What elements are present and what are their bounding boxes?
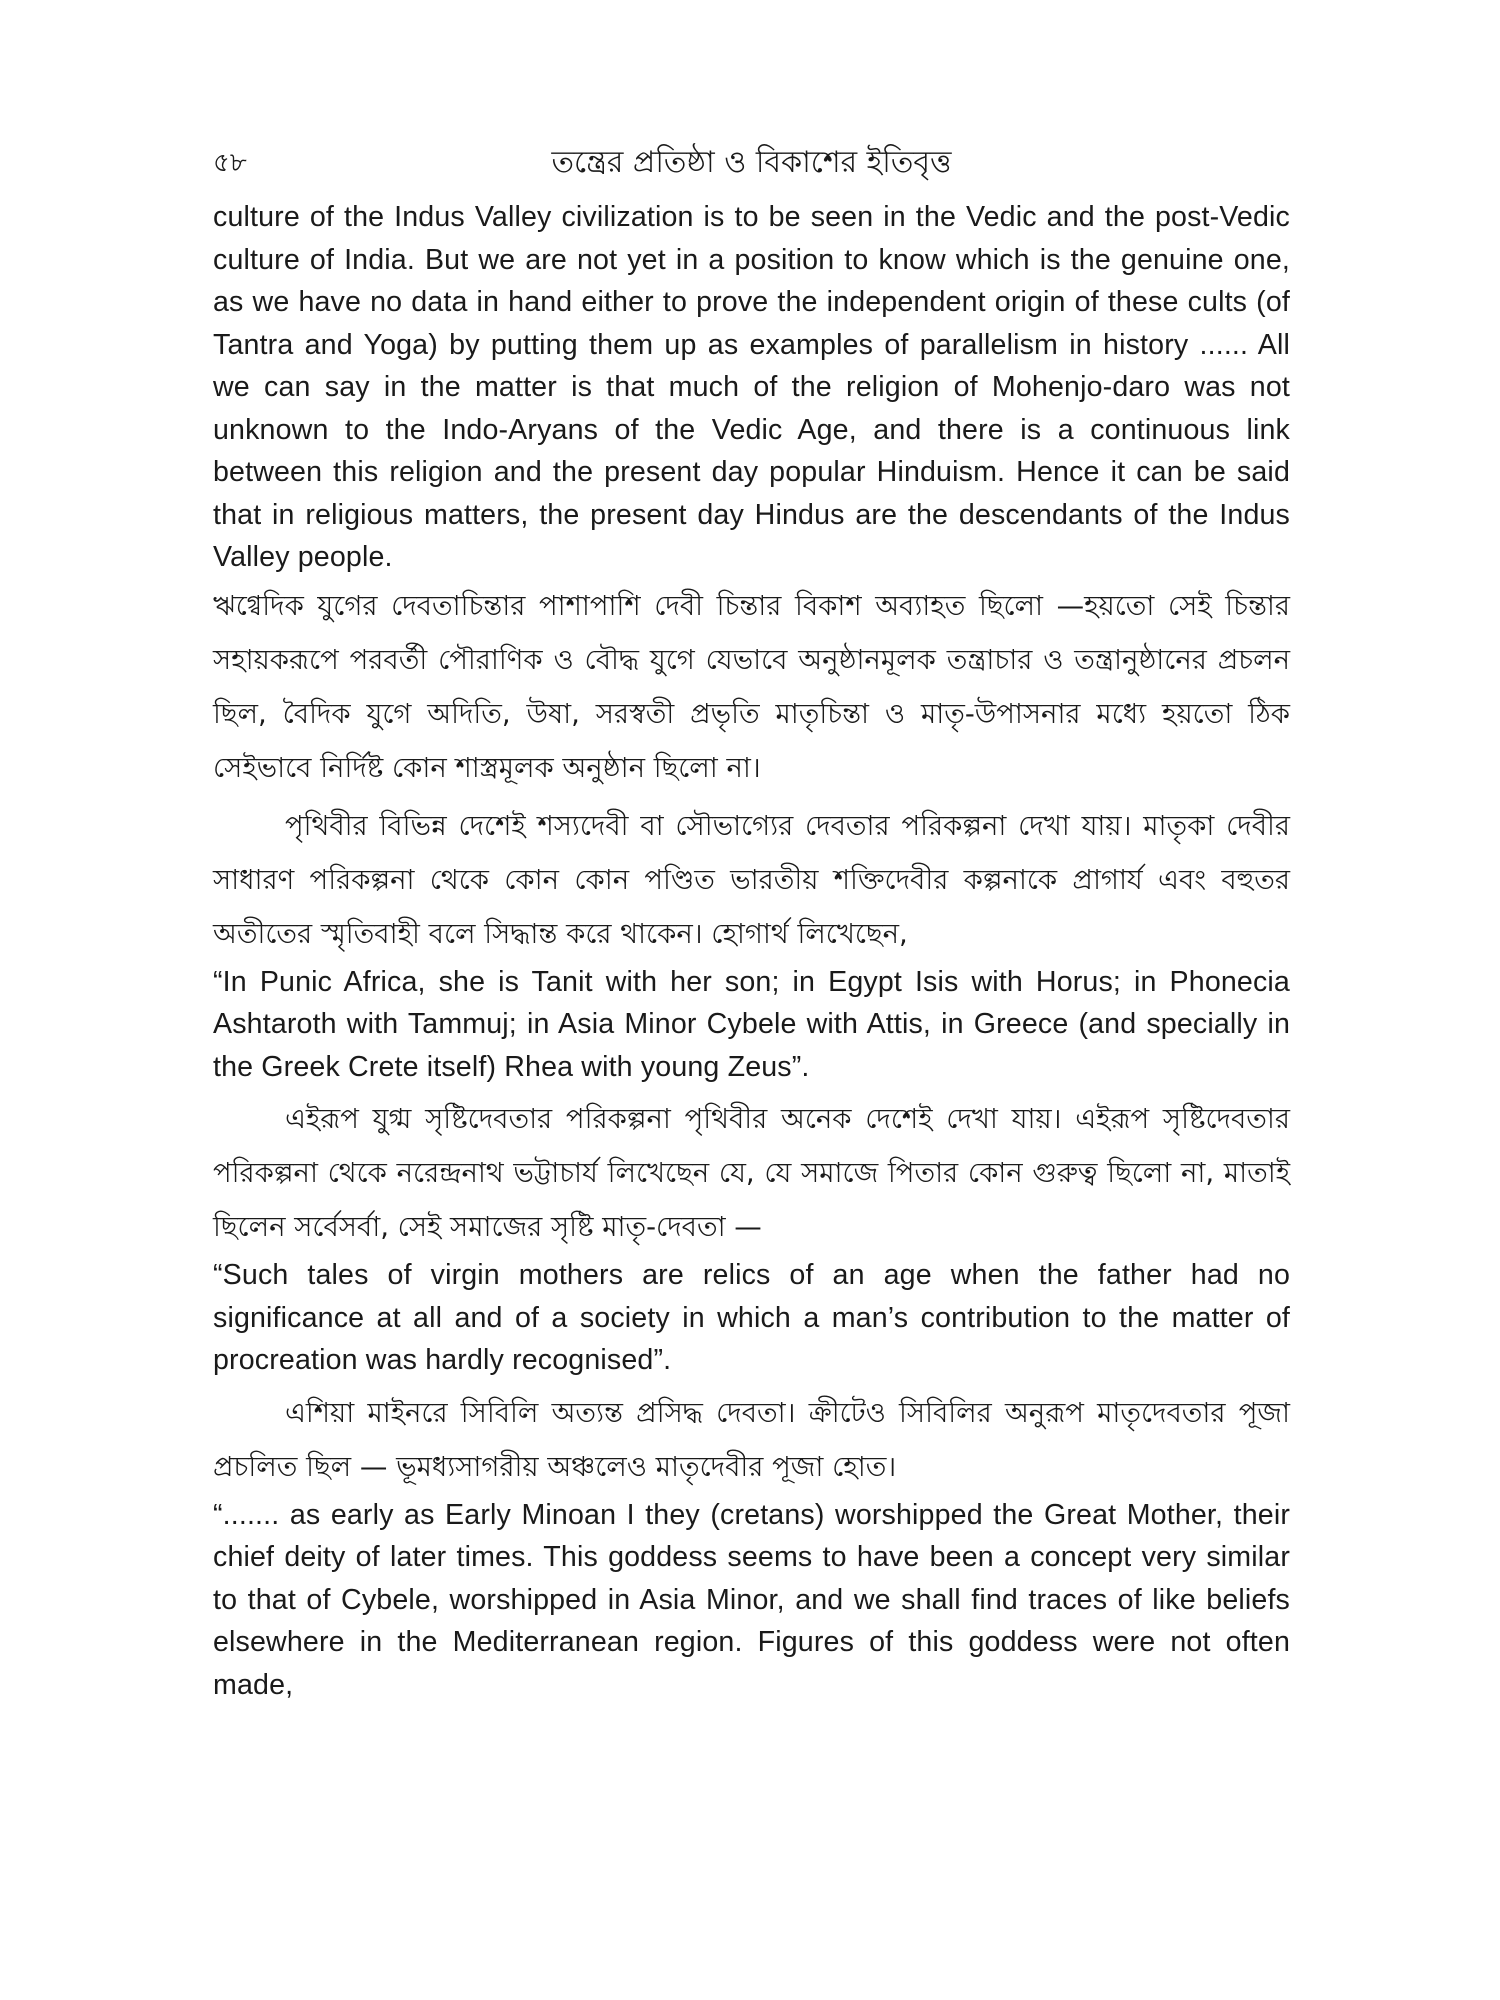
book-page — [213, 130, 1290, 1706]
paragraph-1-bengali: ঋগ্বেদিক যুগের দেবতাচিন্তার পাশাপাশি দেবী চিন্তার বিকাশ অব্যাহত ছিলো —হয়তো সেই চিন্তার সহায়করূপে পরবর্তী পৌরাণিক ও বৌদ্ধ যুগে যেভাবে অনুষ্ঠানমূলক তন্ত্রাচার ও তন্ত্রানুষ্ঠানের প্রচলন ছিল, বৈদিক যুগে অদিতি, উষা, সরস্বতী প্রভৃতি মাতৃচিন্তা ও মাতৃ-উপাসনার মধ্যে হয়তো ঠিক সেইভাবে নির্দিষ্ট কোন শাস্ত্রমূলক অনুষ্ঠান ছিলো না। — [213, 589, 1290, 784]
page-header — [213, 130, 1290, 182]
paragraph-1-english: culture of the Indus Valley civilization is to be seen in the Vedic and the post-Vedic culture of India. But we are not yet in a position to know which is the genuine one, as we have no data in hand either to prove the independent origin of these cults (of Tantra and Yoga) by putting them up as examples of parallelism in history ...... All we can say in the matter is that much of the religion of Mohenjo-daro was not unknown to the Indo-Aryans of the Vedic Age, and there is a continuous link between this religion and the present day popular Hinduism. Hence it can be said that in religious matters, the present day Hindus are the descendants of the Indus Valley people. — [213, 201, 1290, 573]
paragraph-2-bengali: পৃথিবীর বিভিন্ন দেশেই শস্যদেবী বা সৌভাগ্যের দেবতার পরিকল্পনা দেখা যায়। মাতৃকা দেবীর সাধারণ পরিকল্পনা থেকে কোন কোন পণ্ডিত ভারতীয় শক্তিদেবীর কল্পনাকে প্রাগার্য এবং বহুতর অতীতের স্মৃতিবাহী বলে সিদ্ধান্ত করে থাকেন। হোগার্থ লিখেছেন, — [213, 809, 1290, 950]
paragraph-3-bengali: এইরূপ যুগ্ম সৃষ্টিদেবতার পরিকল্পনা পৃথিবীর অনেক দেশেই দেখা যায়। এইরূপ সৃষ্টিদেবতার পরিকল্পনা থেকে নরেন্দ্রনাথ ভট্টাচার্য লিখেছেন যে, যে সমাজে পিতার কোন গুরুত্ব ছিলো না, মাতাই ছিলেন সর্বেসর্বা, সেই সমাজের সৃষ্টি মাতৃ-দেবতা — — [213, 1103, 1290, 1243]
paragraph-4-bengali: এশিয়া মাইনরে সিবিলি অত্যন্ত প্রসিদ্ধ দেবতা। ক্রীটেও সিবিলির অনুরূপ মাতৃদেবতার পূজা প্রচলিত ছিল — ভূমধ্যসাগরীয় অঞ্চলেও মাতৃদেবীর পূজা হোত। — [213, 1396, 1290, 1483]
paragraph-2-quote: “In Punic Africa, she is Tanit with her son; in Egypt Isis with Horus; in Phonecia Ashtaroth with Tammuj; in Asia Minor Cybele with Attis, in Greece (and specially in the Greek Crete itself) Rhea with young Zeus”. — [213, 965, 1290, 1083]
page-number: ৫৮ — [213, 148, 247, 178]
running-title: তন্ত্রের প্রতিষ্ঠা ও বিকাশের ইতিবৃত্ত — [551, 145, 952, 180]
paragraph-4-quote: “....... as early as Early Minoan I they (cretans) worshipped the Great Mother, their chief deity of later times. This goddess seems to have been a concept very similar to that of Cybele, worshipped in Asia Minor, and we shall find traces of like beliefs elsewhere in the Mediterranean region. Figures of this goddess were not often made, — [213, 1498, 1290, 1701]
paragraph-3-quote: “Such tales of virgin mothers are relics of an age when the father had no significance at all and of a society in which a man’s contribution to the matter of procreation was hardly recognised”. — [213, 1259, 1290, 1376]
